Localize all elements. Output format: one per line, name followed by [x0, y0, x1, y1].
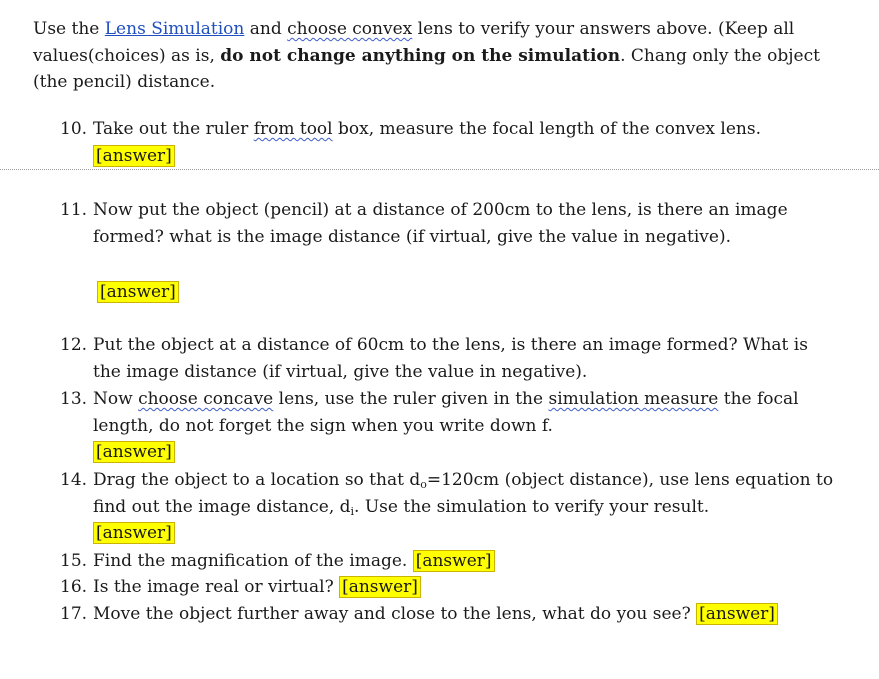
question-number: 13. [60, 389, 88, 409]
question-11 [60, 197, 840, 250]
question-text-part: =120cm (object distance), use lens equation to find out the image distance, d [93, 470, 834, 517]
intro-paragraph [33, 16, 853, 96]
question-number: 14. [60, 470, 88, 490]
question-text-part: Move the object further away and close to the lens, what do you see? [93, 604, 697, 624]
lens-simulation-link[interactable]: Lens Simulation [104, 19, 245, 39]
answer-field[interactable]: [answer] [93, 522, 175, 544]
answer-field[interactable]: [answer] [93, 145, 175, 167]
question-text [93, 548, 840, 575]
answer-field[interactable]: [answer] [339, 576, 421, 598]
answer-line [93, 520, 840, 547]
question-number: 16. [60, 577, 88, 597]
subscript: o [420, 478, 427, 491]
question-text: Now put the object (pencil) at a distance of 200cm to the lens, is there an image formed? what is the image distance (if virtual, give the value in negative). [93, 200, 788, 247]
answer-field[interactable]: [answer] [696, 603, 778, 625]
question-number: 12. [60, 335, 88, 355]
question-16 [60, 574, 840, 601]
question-15 [60, 548, 840, 575]
intro-text: and [244, 19, 288, 39]
question-12 [60, 332, 840, 385]
question-text [93, 467, 840, 520]
question-text [93, 116, 840, 143]
intro-text: lens to verify your answers above. (Keep all values(choices) as is, [33, 19, 795, 66]
intro-text: Use the [33, 19, 105, 39]
question-text-part: Take out the ruler [93, 119, 254, 139]
question-text-part: choose concave [138, 389, 274, 409]
question-text-part: from tool [253, 119, 333, 139]
question-text-part: . Use the simulation to verify your result. [354, 496, 710, 517]
page-break-divider [0, 169, 879, 170]
answer-line [93, 143, 840, 170]
question-17 [60, 601, 860, 628]
question-number: 10. [60, 119, 88, 139]
intro-text: . Chang only the object (the pencil) distance. [33, 45, 820, 92]
question-text: Put the object at a distance of 60cm to the lens, is there an image formed? What is the image distance (if virtual, give the value in negative). [93, 335, 808, 382]
question-14 [60, 467, 840, 547]
question-text-part: Find the magnification of the image. [93, 551, 413, 571]
answer-line [97, 279, 877, 306]
question-number: 11. [60, 200, 88, 220]
subscript: i [350, 504, 355, 518]
question-number: 17. [60, 604, 88, 624]
answer-field[interactable]: [answer] [97, 281, 179, 303]
question-text-part: box, measure the focal length of the convex lens. [332, 119, 761, 139]
question-text-part: simulation measure [548, 389, 719, 409]
question-number: 15. [60, 551, 88, 571]
answer-field[interactable]: [answer] [93, 441, 175, 463]
question-text-part: Now [93, 389, 139, 409]
answer-field[interactable]: [answer] [413, 550, 495, 572]
intro-text: choose convex [287, 19, 413, 39]
question-text-part: the focal length, do not forget the sign when you write down f. [93, 389, 799, 436]
question-text-part: Drag the object to a location so that d [93, 470, 421, 490]
question-text-part: lens, use the ruler given in the [273, 389, 549, 409]
question-text [93, 574, 840, 601]
question-13 [60, 386, 840, 466]
question-10 [60, 116, 840, 169]
question-text [93, 601, 860, 628]
question-text [93, 386, 840, 439]
answer-line [93, 439, 840, 466]
intro-bold-text: do not change anything on the simulation [220, 45, 621, 66]
question-text-part: Is the image real or virtual? [93, 577, 340, 597]
